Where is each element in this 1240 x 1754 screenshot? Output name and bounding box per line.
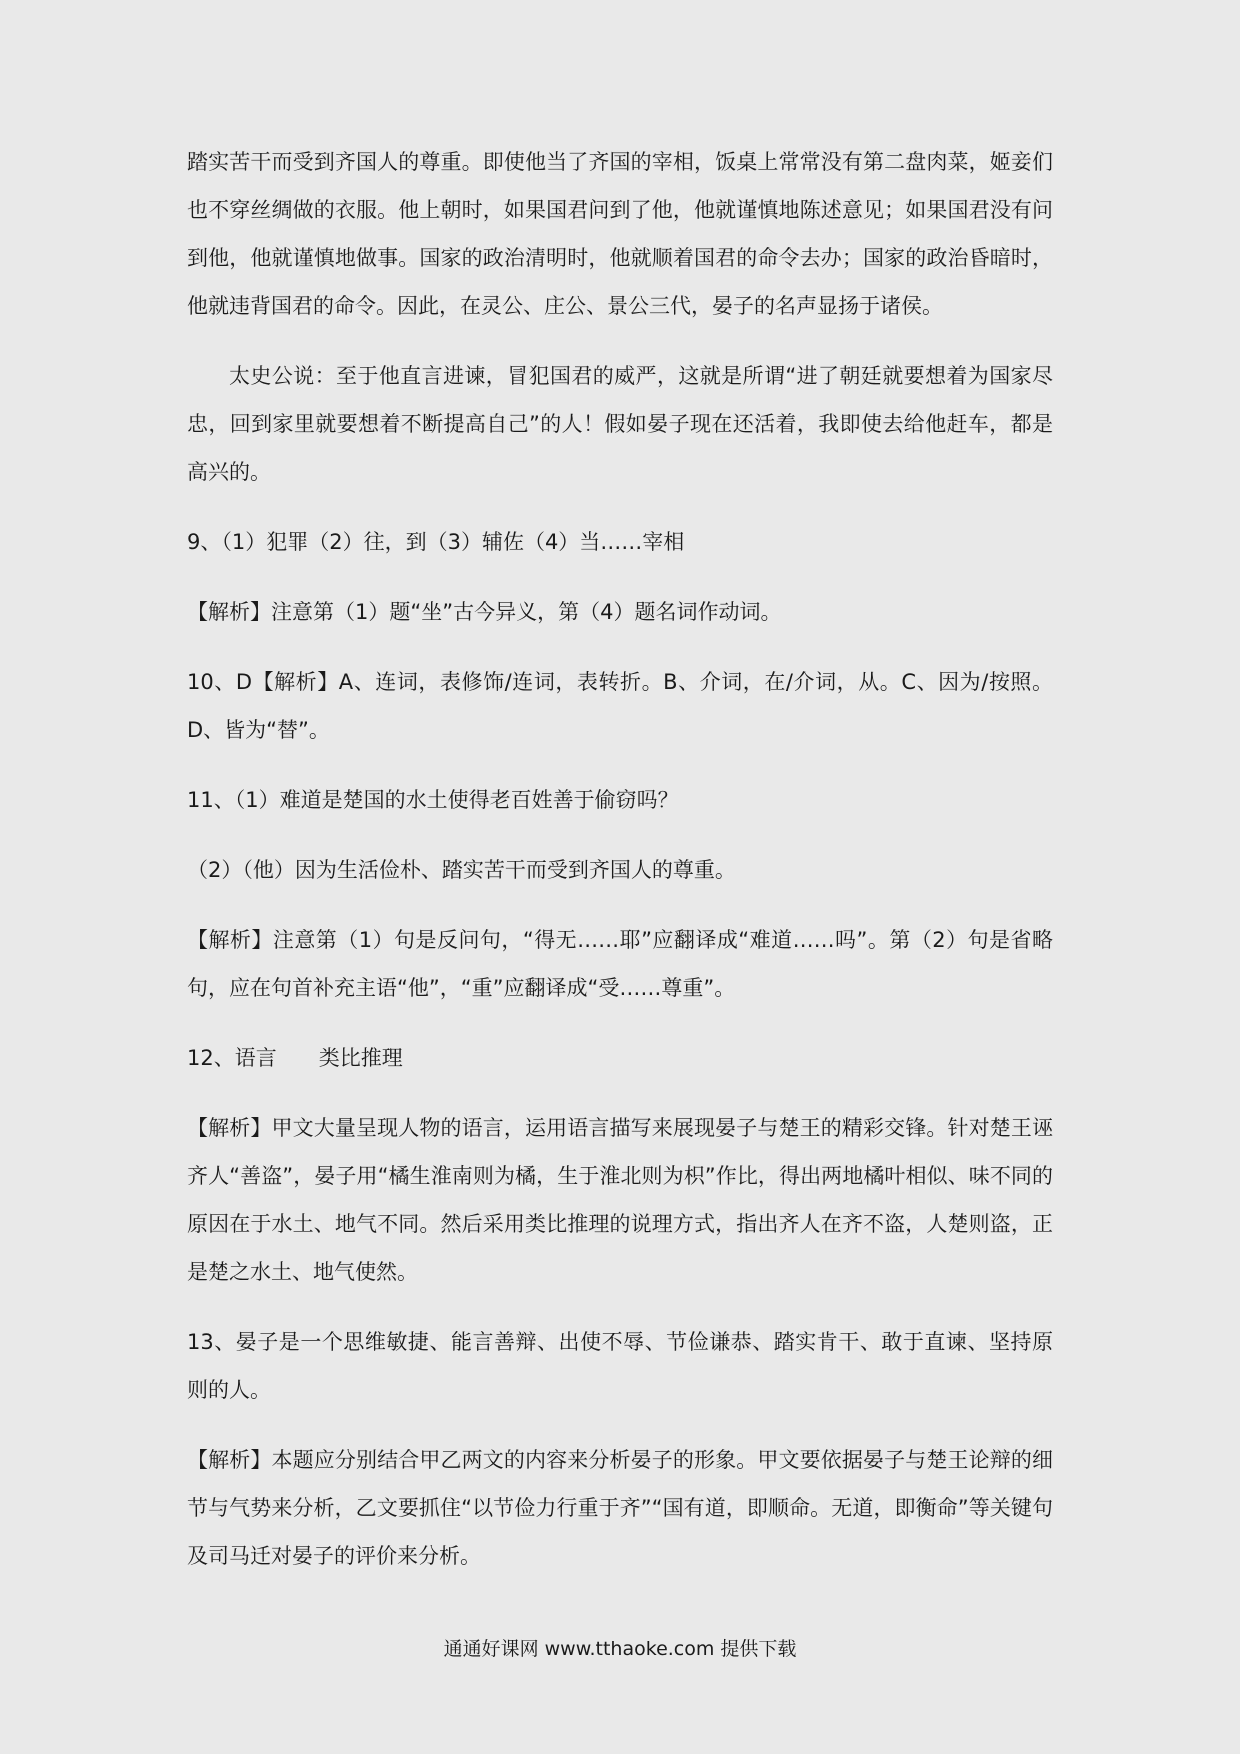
answer-9: 9、（1）犯罪（2）往，到（3）辅佐（4）当……宰相 bbox=[187, 530, 685, 554]
analysis-9: 【解析】注意第（1）题“坐”古今异义，第（4）题名词作动词。 bbox=[187, 600, 782, 624]
analysis-11: 【解析】注意第（1）句是反问句，“得无……耶”应翻译成“难道……吗”。第（2）句是省略句，应在句首补充主语“他”，“重”应翻译成“受……尊重”。 bbox=[187, 928, 1053, 1000]
analysis-13: 【解析】本题应分别结合甲乙两文的内容来分析晏子的形象。甲文要依据晏子与楚王论辩的细节与气势来分析，乙文要抓住“以节俭力行重于齐”“国有道，即顺命。无道，即衡命”等关键句及司马迁对晏子的评价来分析。 bbox=[187, 1448, 1053, 1568]
answer-13: 13、晏子是一个思维敏捷、能言善辩、出使不辱、节俭谦恭、踏实肯干、敢于直谏、坚持原则的人。 bbox=[187, 1330, 1053, 1402]
paragraph-yanzi-translation: 踏实苦干而受到齐国人的尊重。即使他当了齐国的宰相，饭桌上常常没有第二盘肉菜，姬妾们也不穿丝绸做的衣服。他上朝时，如果国君问到了他，他就谨慎地陈述意见；如果国君没有问到他，他就谨慎地做事。国家的政治清明时，他就顺着国君的命令去办；国家的政治昏暗时，他就违背国君的命令。因此，在灵公、庄公、景公三代，晏子的名声显扬于诸侯。 bbox=[187, 150, 1053, 318]
document-body bbox=[187, 138, 1053, 1580]
page-footer: 通通好课网 www.tthaoke.com 提供下载 bbox=[443, 1638, 797, 1660]
answer-10: 10、D【解析】A、连词，表修饰/连词，表转折。B、介词，在/介词，从。C、因为/按照。D、皆为“替”。 bbox=[187, 670, 1053, 742]
answer-12: 12、语言 类比推理 bbox=[187, 1046, 403, 1070]
analysis-12: 【解析】甲文大量呈现人物的语言，运用语言描写来展现晏子与楚王的精彩交锋。针对楚王诬齐人“善盗”，晏子用“橘生淮南则为橘，生于淮北则为枳”作比，得出两地橘叶相似、味不同的原因在于水土、地气不同。然后采用类比推理的说理方式，指出齐人在齐不盗，人楚则盗，正是楚之水土、地气使然。 bbox=[187, 1116, 1053, 1284]
paragraph-taishigong: 太史公说：至于他直言进谏，冒犯国君的威严，这就是所谓“进了朝廷就要想着为国家尽忠，回到家里就要想着不断提高自己”的人！假如晏子现在还活着，我即使去给他赶车，都是高兴的。 bbox=[187, 364, 1053, 484]
answer-11-part-1: 11、（1）难道是楚国的水土使得老百姓善于偷窃吗？ bbox=[187, 788, 679, 812]
answer-11-part-2: （2）（他）因为生活俭朴、踏实苦干而受到齐国人的尊重。 bbox=[187, 858, 736, 882]
